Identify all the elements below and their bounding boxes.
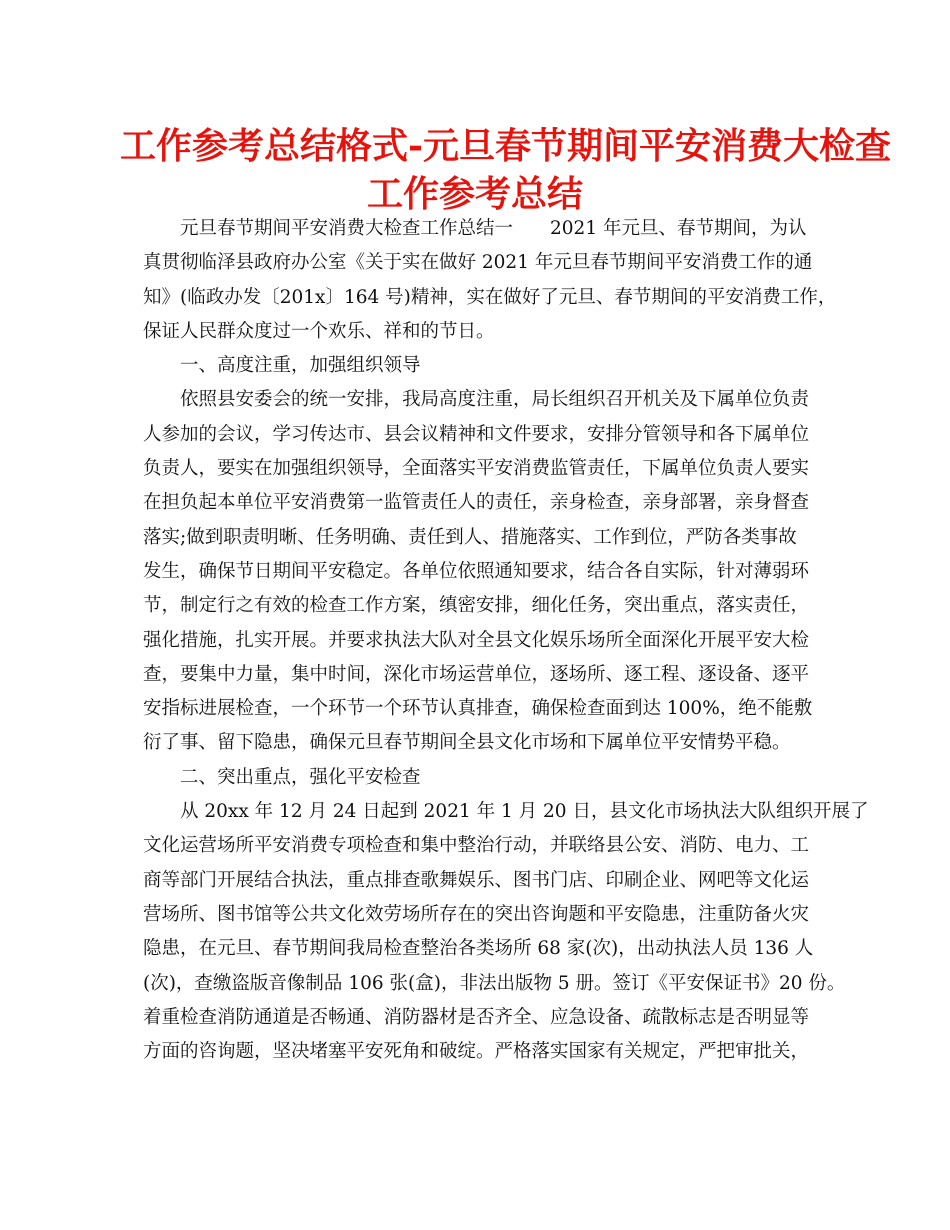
body-line: 在担负起本单位平安消费第一监管责任人的责任，亲身检查，亲身部署，亲身督查 (143, 492, 810, 514)
body-line: 保证人民群众度过一个欢乐、祥和的节日。 (143, 320, 495, 342)
body-line: 文化运营场所平安消费专项检查和集中整治行动，并联络县公安、消防、电力、工 (143, 835, 810, 857)
document-title-line-2: 工作参考总结 (366, 173, 583, 215)
document-body (143, 212, 869, 1069)
document-title-line-1: 工作参考总结格式-元旦春节期间平安消费大检查 (120, 125, 891, 167)
section-heading-2: 二、突出重点，强化平安检查 (180, 766, 421, 788)
body-line: 真贯彻临泽县政府办公室《关于实在做好 2021 年元旦春节期间平安消费工作的通 (143, 252, 813, 274)
body-line: 知》(临政办发〔201x〕164 号)精神，实在做好了元旦、春节期间的平安消费工作， (143, 286, 837, 308)
body-line: 查，要集中力量，集中时间，深化市场运营单位，逐场所、逐工程、逐设备、逐平 (143, 663, 810, 685)
body-line: 强化措施，扎实开展。并要求执法大队对全县文化娱乐场所全面深化开展平安大检 (143, 629, 810, 651)
body-line: 商等部门开展结合执法，重点排查歌舞娱乐、图书门店、印刷企业、网吧等文化运 (143, 869, 810, 891)
body-line: 衍了事、留下隐患，确保元旦春节期间全县文化市场和下属单位平安情势平稳。 (143, 732, 791, 754)
body-line: 安指标进展检查，一个环节一个环节认真排查，确保检查面到达 100%，绝不能敷 (143, 698, 813, 720)
section-heading-1: 一、高度注重，加强组织领导 (180, 355, 421, 377)
body-line: 节，制定行之有效的检查工作方案，缜密安排，细化任务，突出重点，落实责任， (143, 595, 810, 617)
body-line: 落实;做到职责明晰、任务明确、责任到人、措施落实、工作到位，严防各类事故 (143, 526, 797, 548)
body-line: 负责人，要实在加强组织领导，全面落实平安消费监管责任，下属单位负责人要实 (143, 458, 810, 480)
body-line: 从 20xx 年 12 月 24 日起到 2021 年 1 月 20 日，县文化市场执法大队组织开展了 (180, 801, 869, 823)
body-line: (次)，查缴盗版音像制品 106 张(盒)，非法出版物 5 册。签订《平安保证书》20 份。 (143, 972, 846, 994)
body-line: 着重检查消防通道是否畅通、消防器材是否齐全、应急设备、疏散标志是否明显等 (143, 1006, 810, 1028)
body-line: 隐患，在元旦、春节期间我局检查整治各类场所 68 家(次)，出动执法人员 136 人 (143, 938, 814, 960)
body-line: 营场所、图书馆等公共文化效劳场所存在的突出咨询题和平安隐患，注重防备火灾 (143, 903, 810, 925)
body-line: 依照县安委会的统一安排，我局高度注重，局长组织召开机关及下属单位负责 (180, 389, 810, 411)
body-line: 发生，确保节日期间平安稳定。各单位依照通知要求，结合各自实际，针对薄弱环 (143, 560, 810, 582)
body-line: 元旦春节期间平安消费大检查工作总结一 2021 年元旦、春节期间，为认 (180, 218, 807, 239)
body-line: 人参加的会议，学习传达市、县会议精神和文件要求，安排分管领导和各下属单位 (143, 423, 810, 445)
body-line: 方面的咨询题，坚决堵塞平安死角和破绽。严格落实国家有关规定，严把审批关， (143, 1041, 810, 1063)
